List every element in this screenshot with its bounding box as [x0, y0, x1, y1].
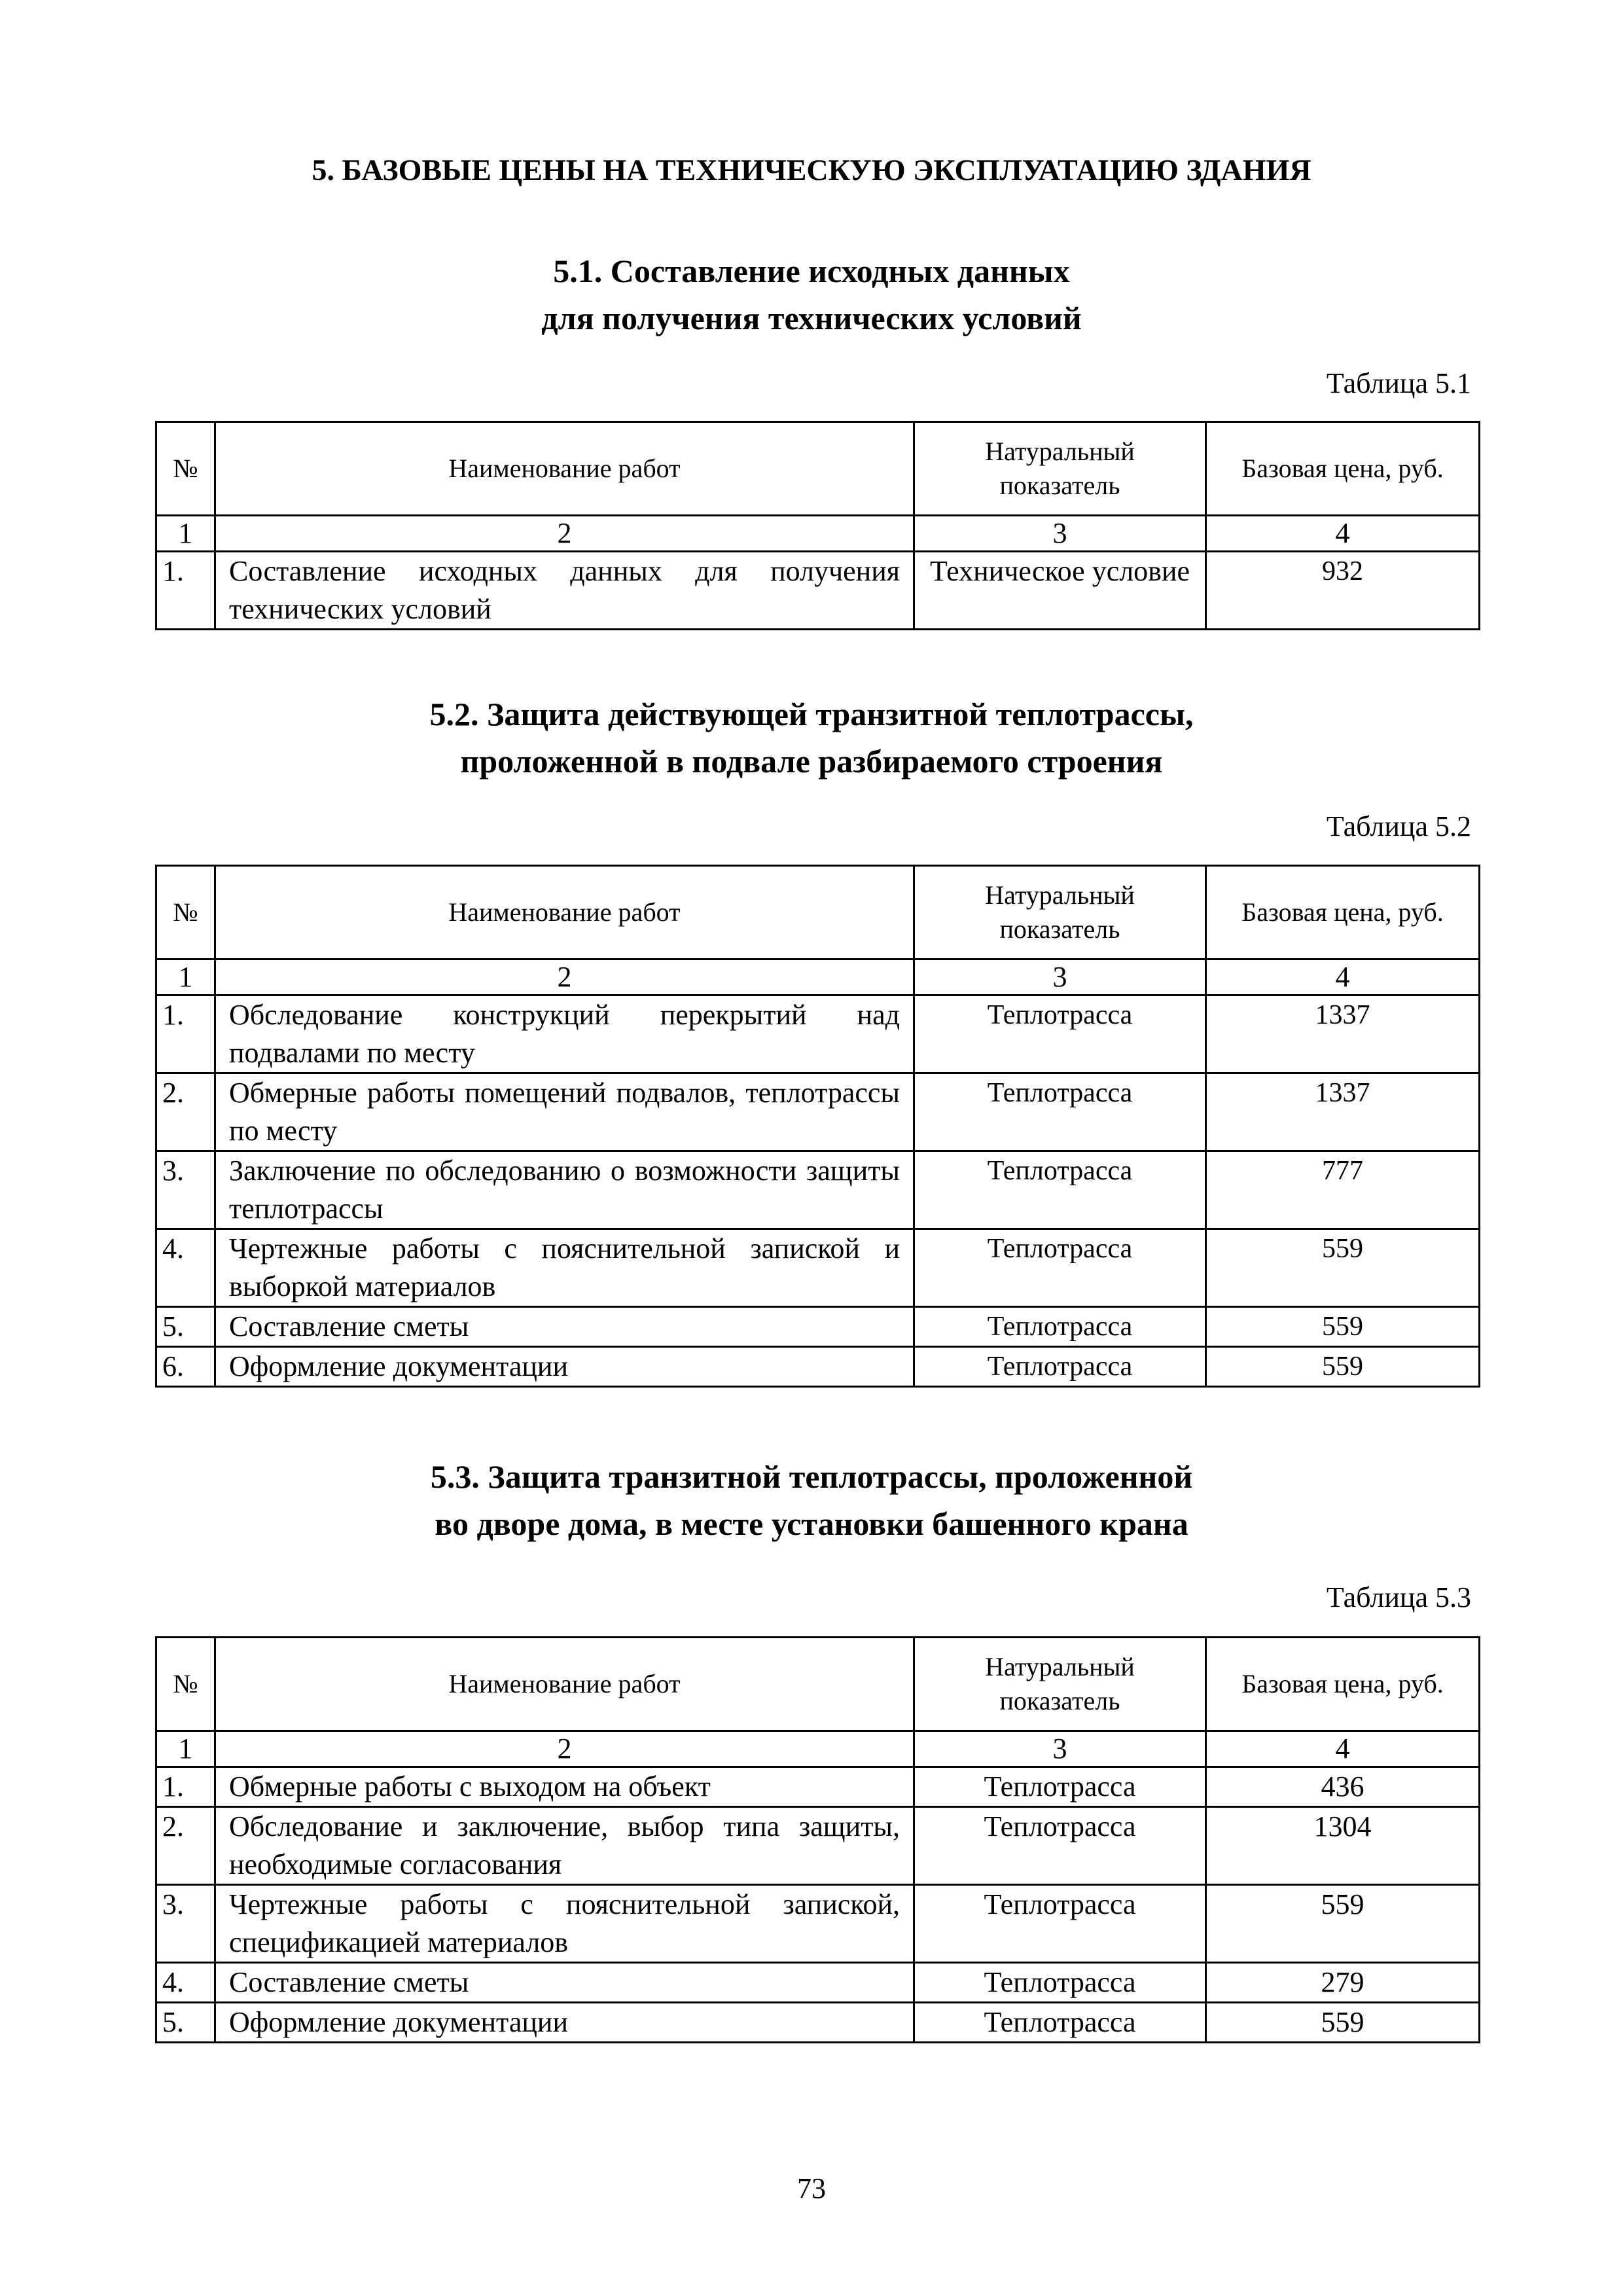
work-name: Обследование и заключение, выбор типа защиты, необходимые согласования — [215, 1807, 914, 1885]
price: 1337 — [1206, 996, 1480, 1073]
table-caption-5-1: Таблица 5.1 — [1326, 367, 1471, 399]
table-row — [156, 1963, 1480, 2003]
header-price: Базовая цена, руб. — [1206, 866, 1480, 960]
column-numbers-row — [156, 516, 1480, 552]
row-number: 3. — [156, 1885, 215, 1963]
column-number: 4 — [1206, 516, 1480, 552]
table-row — [156, 2003, 1480, 2043]
price: 559 — [1206, 2003, 1480, 2043]
unit: Теплотрасса — [914, 1807, 1206, 1885]
table-row — [156, 1885, 1480, 1963]
section-title-line: 5.1. Составление исходных данных — [553, 253, 1070, 289]
unit: Теплотрасса — [914, 1229, 1206, 1307]
column-number: 2 — [215, 516, 914, 552]
work-name: Составление сметы — [215, 1307, 914, 1347]
unit: Теплотрасса — [914, 1963, 1206, 2003]
table-row — [156, 552, 1480, 630]
table-header-row — [156, 422, 1480, 516]
price: 559 — [1206, 1347, 1480, 1387]
work-name: Чертежные работы с пояснительной запиской, спецификацией материалов — [215, 1885, 914, 1963]
table-row — [156, 1229, 1480, 1307]
table-row — [156, 1767, 1480, 1807]
header-name: Наименование работ — [215, 1638, 914, 1731]
price: 932 — [1206, 552, 1480, 630]
column-number: 4 — [1206, 960, 1480, 996]
price: 559 — [1206, 1307, 1480, 1347]
header-num: № — [156, 422, 215, 516]
column-number: 2 — [215, 960, 914, 996]
row-number: 5. — [156, 1307, 215, 1347]
header-name: Наименование работ — [215, 866, 914, 960]
work-name: Обмерные работы с выходом на объект — [215, 1767, 914, 1807]
table-header-row — [156, 866, 1480, 960]
column-number: 3 — [914, 1731, 1206, 1767]
work-name: Заключение по обследованию о возможности защиты теплотрассы — [215, 1151, 914, 1229]
work-name: Оформление документации — [215, 2003, 914, 2043]
column-number: 4 — [1206, 1731, 1480, 1767]
header-unit: Натуральный показатель — [914, 422, 1206, 516]
section-title-line: для получения технических условий — [541, 300, 1082, 336]
table-5-2 — [155, 865, 1480, 1388]
page-number: 73 — [797, 2172, 826, 2204]
column-number: 1 — [156, 960, 215, 996]
header-num: № — [156, 1638, 215, 1731]
header-price: Базовая цена, руб. — [1206, 1638, 1480, 1731]
section-title-5-1 — [0, 247, 1623, 342]
price: 436 — [1206, 1767, 1480, 1807]
row-number: 2. — [156, 1073, 215, 1151]
work-name: Чертежные работы с пояснительной запиской и выборкой материалов — [215, 1229, 914, 1307]
unit: Техническое условие — [914, 552, 1206, 630]
work-name: Обмерные работы помещений подвалов, теплотрассы по месту — [215, 1073, 914, 1151]
section-title-line: 5.2. Защита действующей транзитной теплотрассы, — [429, 696, 1194, 732]
header-unit: Натуральный показатель — [914, 866, 1206, 960]
work-name: Составление исходных данных для получения технических условий — [215, 552, 914, 630]
work-name: Составление сметы — [215, 1963, 914, 2003]
chapter-title: 5. БАЗОВЫЕ ЦЕНЫ НА ТЕХНИЧЕСКУЮ ЭКСПЛУАТАЦИЮ ЗДАНИЯ — [312, 153, 1311, 187]
section-title-line: проложенной в подвале разбираемого строения — [460, 743, 1163, 780]
column-numbers-row — [156, 960, 1480, 996]
price: 1337 — [1206, 1073, 1480, 1151]
row-number: 3. — [156, 1151, 215, 1229]
work-name: Обследование конструкций перекрытий над подвалами по месту — [215, 996, 914, 1073]
table-5-3 — [155, 1636, 1480, 2043]
row-number: 1. — [156, 996, 215, 1073]
section-title-line: во дворе дома, в месте установки башенного крана — [435, 1505, 1188, 1542]
row-number: 6. — [156, 1347, 215, 1387]
table-row — [156, 1347, 1480, 1387]
column-number: 1 — [156, 516, 215, 552]
table-row — [156, 996, 1480, 1073]
price: 559 — [1206, 1885, 1480, 1963]
header-name: Наименование работ — [215, 422, 914, 516]
row-number: 1. — [156, 1767, 215, 1807]
unit: Теплотрасса — [914, 2003, 1206, 2043]
section-title-5-2 — [0, 691, 1623, 785]
header-num: № — [156, 866, 215, 960]
section-title-line: 5.3. Защита транзитной теплотрассы, проложенной — [430, 1458, 1193, 1495]
column-number: 3 — [914, 516, 1206, 552]
table-row — [156, 1073, 1480, 1151]
price: 777 — [1206, 1151, 1480, 1229]
row-number: 5. — [156, 2003, 215, 2043]
column-number: 2 — [215, 1731, 914, 1767]
header-price: Базовая цена, руб. — [1206, 422, 1480, 516]
row-number: 1. — [156, 552, 215, 630]
table-row — [156, 1151, 1480, 1229]
row-number: 4. — [156, 1229, 215, 1307]
unit: Теплотрасса — [914, 1347, 1206, 1387]
column-numbers-row — [156, 1731, 1480, 1767]
unit: Теплотрасса — [914, 996, 1206, 1073]
column-number: 1 — [156, 1731, 215, 1767]
price: 1304 — [1206, 1807, 1480, 1885]
header-unit: Натуральный показатель — [914, 1638, 1206, 1731]
section-title-5-3 — [0, 1453, 1623, 1547]
unit: Теплотрасса — [914, 1307, 1206, 1347]
price: 279 — [1206, 1963, 1480, 2003]
table-row — [156, 1307, 1480, 1347]
table-caption-5-2: Таблица 5.2 — [1326, 810, 1471, 842]
price: 559 — [1206, 1229, 1480, 1307]
work-name: Оформление документации — [215, 1347, 914, 1387]
unit: Теплотрасса — [914, 1073, 1206, 1151]
row-number: 4. — [156, 1963, 215, 2003]
table-row — [156, 1807, 1480, 1885]
table-caption-5-3: Таблица 5.3 — [1326, 1581, 1471, 1613]
unit: Теплотрасса — [914, 1151, 1206, 1229]
unit: Теплотрасса — [914, 1767, 1206, 1807]
table-5-1 — [155, 421, 1480, 630]
column-number: 3 — [914, 960, 1206, 996]
row-number: 2. — [156, 1807, 215, 1885]
unit: Теплотрасса — [914, 1885, 1206, 1963]
table-header-row — [156, 1638, 1480, 1731]
